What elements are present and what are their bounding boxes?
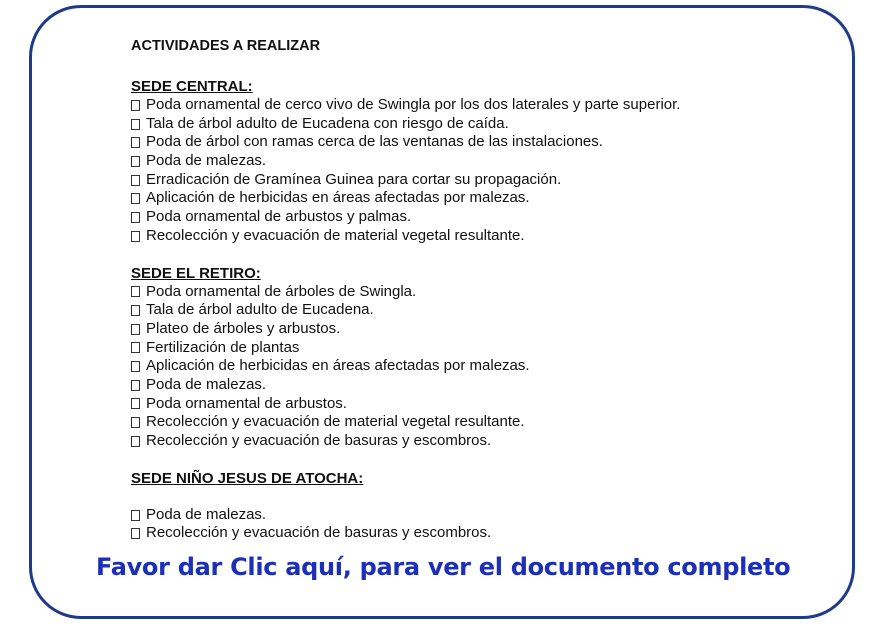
view-full-document-link[interactable]: Favor dar Clic aquí, para ver el documento completo	[96, 553, 791, 581]
list-item	[131, 376, 831, 395]
list-item-text: Poda ornamental de arbustos.	[146, 394, 347, 412]
list-item-text: Poda de malezas.	[146, 375, 267, 393]
list-item-text: Poda ornamental de árboles de Swingla.	[146, 282, 417, 300]
checkbox-icon	[131, 361, 140, 372]
list-item	[131, 395, 831, 414]
checkbox-icon	[131, 380, 140, 391]
activity-list	[131, 96, 831, 246]
list-item-text: Tala de árbol adulto de Eucadena con riesgo de caída.	[146, 114, 509, 132]
list-item	[131, 301, 831, 320]
list-item	[131, 171, 831, 190]
list-item	[131, 506, 831, 525]
list-item	[131, 133, 831, 152]
list-item-text: Poda ornamental de arbustos y palmas.	[146, 208, 412, 226]
checkbox-icon	[131, 100, 140, 111]
checkbox-icon	[131, 156, 140, 167]
list-item	[131, 227, 831, 246]
checkbox-icon	[131, 286, 140, 297]
document-body	[131, 36, 831, 562]
list-item-text: Recolección y evacuación de basuras y escombros.	[146, 524, 492, 542]
list-item-text: Tala de árbol adulto de Eucadena.	[146, 301, 374, 319]
list-item	[131, 357, 831, 376]
section-sede-nino-jesus-de-atocha	[131, 470, 831, 543]
list-item-text: Poda ornamental de cerco vivo de Swingla por los dos laterales y parte superior.	[146, 96, 681, 113]
list-item	[131, 96, 831, 115]
checkbox-icon	[131, 137, 140, 148]
list-item-text: Fertilización de plantas	[146, 338, 300, 356]
section-heading: SEDE CENTRAL:	[131, 78, 253, 95]
list-item-text: Erradicación de Gramínea Guinea para cortar su propagación.	[146, 170, 562, 188]
section-heading: SEDE NIÑO JESUS DE ATOCHA:	[131, 469, 364, 487]
checkbox-icon	[131, 119, 140, 130]
activity-list	[131, 283, 831, 451]
section-sede-central	[131, 78, 831, 246]
section-sede-el-retiro	[131, 265, 831, 451]
list-item	[131, 320, 831, 339]
list-item	[131, 413, 831, 432]
checkbox-icon	[131, 231, 140, 242]
list-item-text: Aplicación de herbicidas en áreas afectadas por malezas.	[146, 357, 530, 375]
list-item-text: Poda de malezas.	[146, 505, 267, 523]
checkbox-icon	[131, 528, 140, 539]
list-item	[131, 432, 831, 451]
list-item-text: Recolección y evacuación de material vegetal resultante.	[146, 226, 525, 244]
list-item-text: Recolección y evacuación de material vegetal resultante.	[146, 413, 525, 431]
list-item-text: Recolección y evacuación de basuras y escombros.	[146, 432, 492, 449]
list-item	[131, 189, 831, 208]
checkbox-icon	[131, 342, 140, 353]
checkbox-icon	[131, 193, 140, 204]
list-item-text: Aplicación de herbicidas en áreas afectadas por malezas.	[146, 189, 530, 207]
checkbox-icon	[131, 398, 140, 409]
checkbox-icon	[131, 175, 140, 186]
checkbox-icon	[131, 305, 140, 316]
list-item	[131, 115, 831, 134]
checkbox-icon	[131, 417, 140, 428]
checkbox-icon	[131, 324, 140, 335]
checkbox-icon	[131, 212, 140, 223]
checkbox-icon	[131, 436, 140, 447]
checkbox-icon	[131, 510, 140, 521]
list-item	[131, 208, 831, 227]
list-item	[131, 339, 831, 358]
list-item-text: Poda de malezas.	[146, 152, 267, 170]
document-title: ACTIVIDADES A REALIZAR	[131, 38, 321, 54]
section-heading: SEDE EL RETIRO:	[131, 264, 261, 282]
activity-list	[131, 506, 831, 543]
list-item-text: Plateo de árboles y arbustos.	[146, 319, 341, 337]
list-item	[131, 152, 831, 171]
list-item-text: Poda de árbol con ramas cerca de las ventanas de las instalaciones.	[146, 133, 603, 151]
list-item	[131, 524, 831, 543]
list-item	[131, 283, 831, 302]
